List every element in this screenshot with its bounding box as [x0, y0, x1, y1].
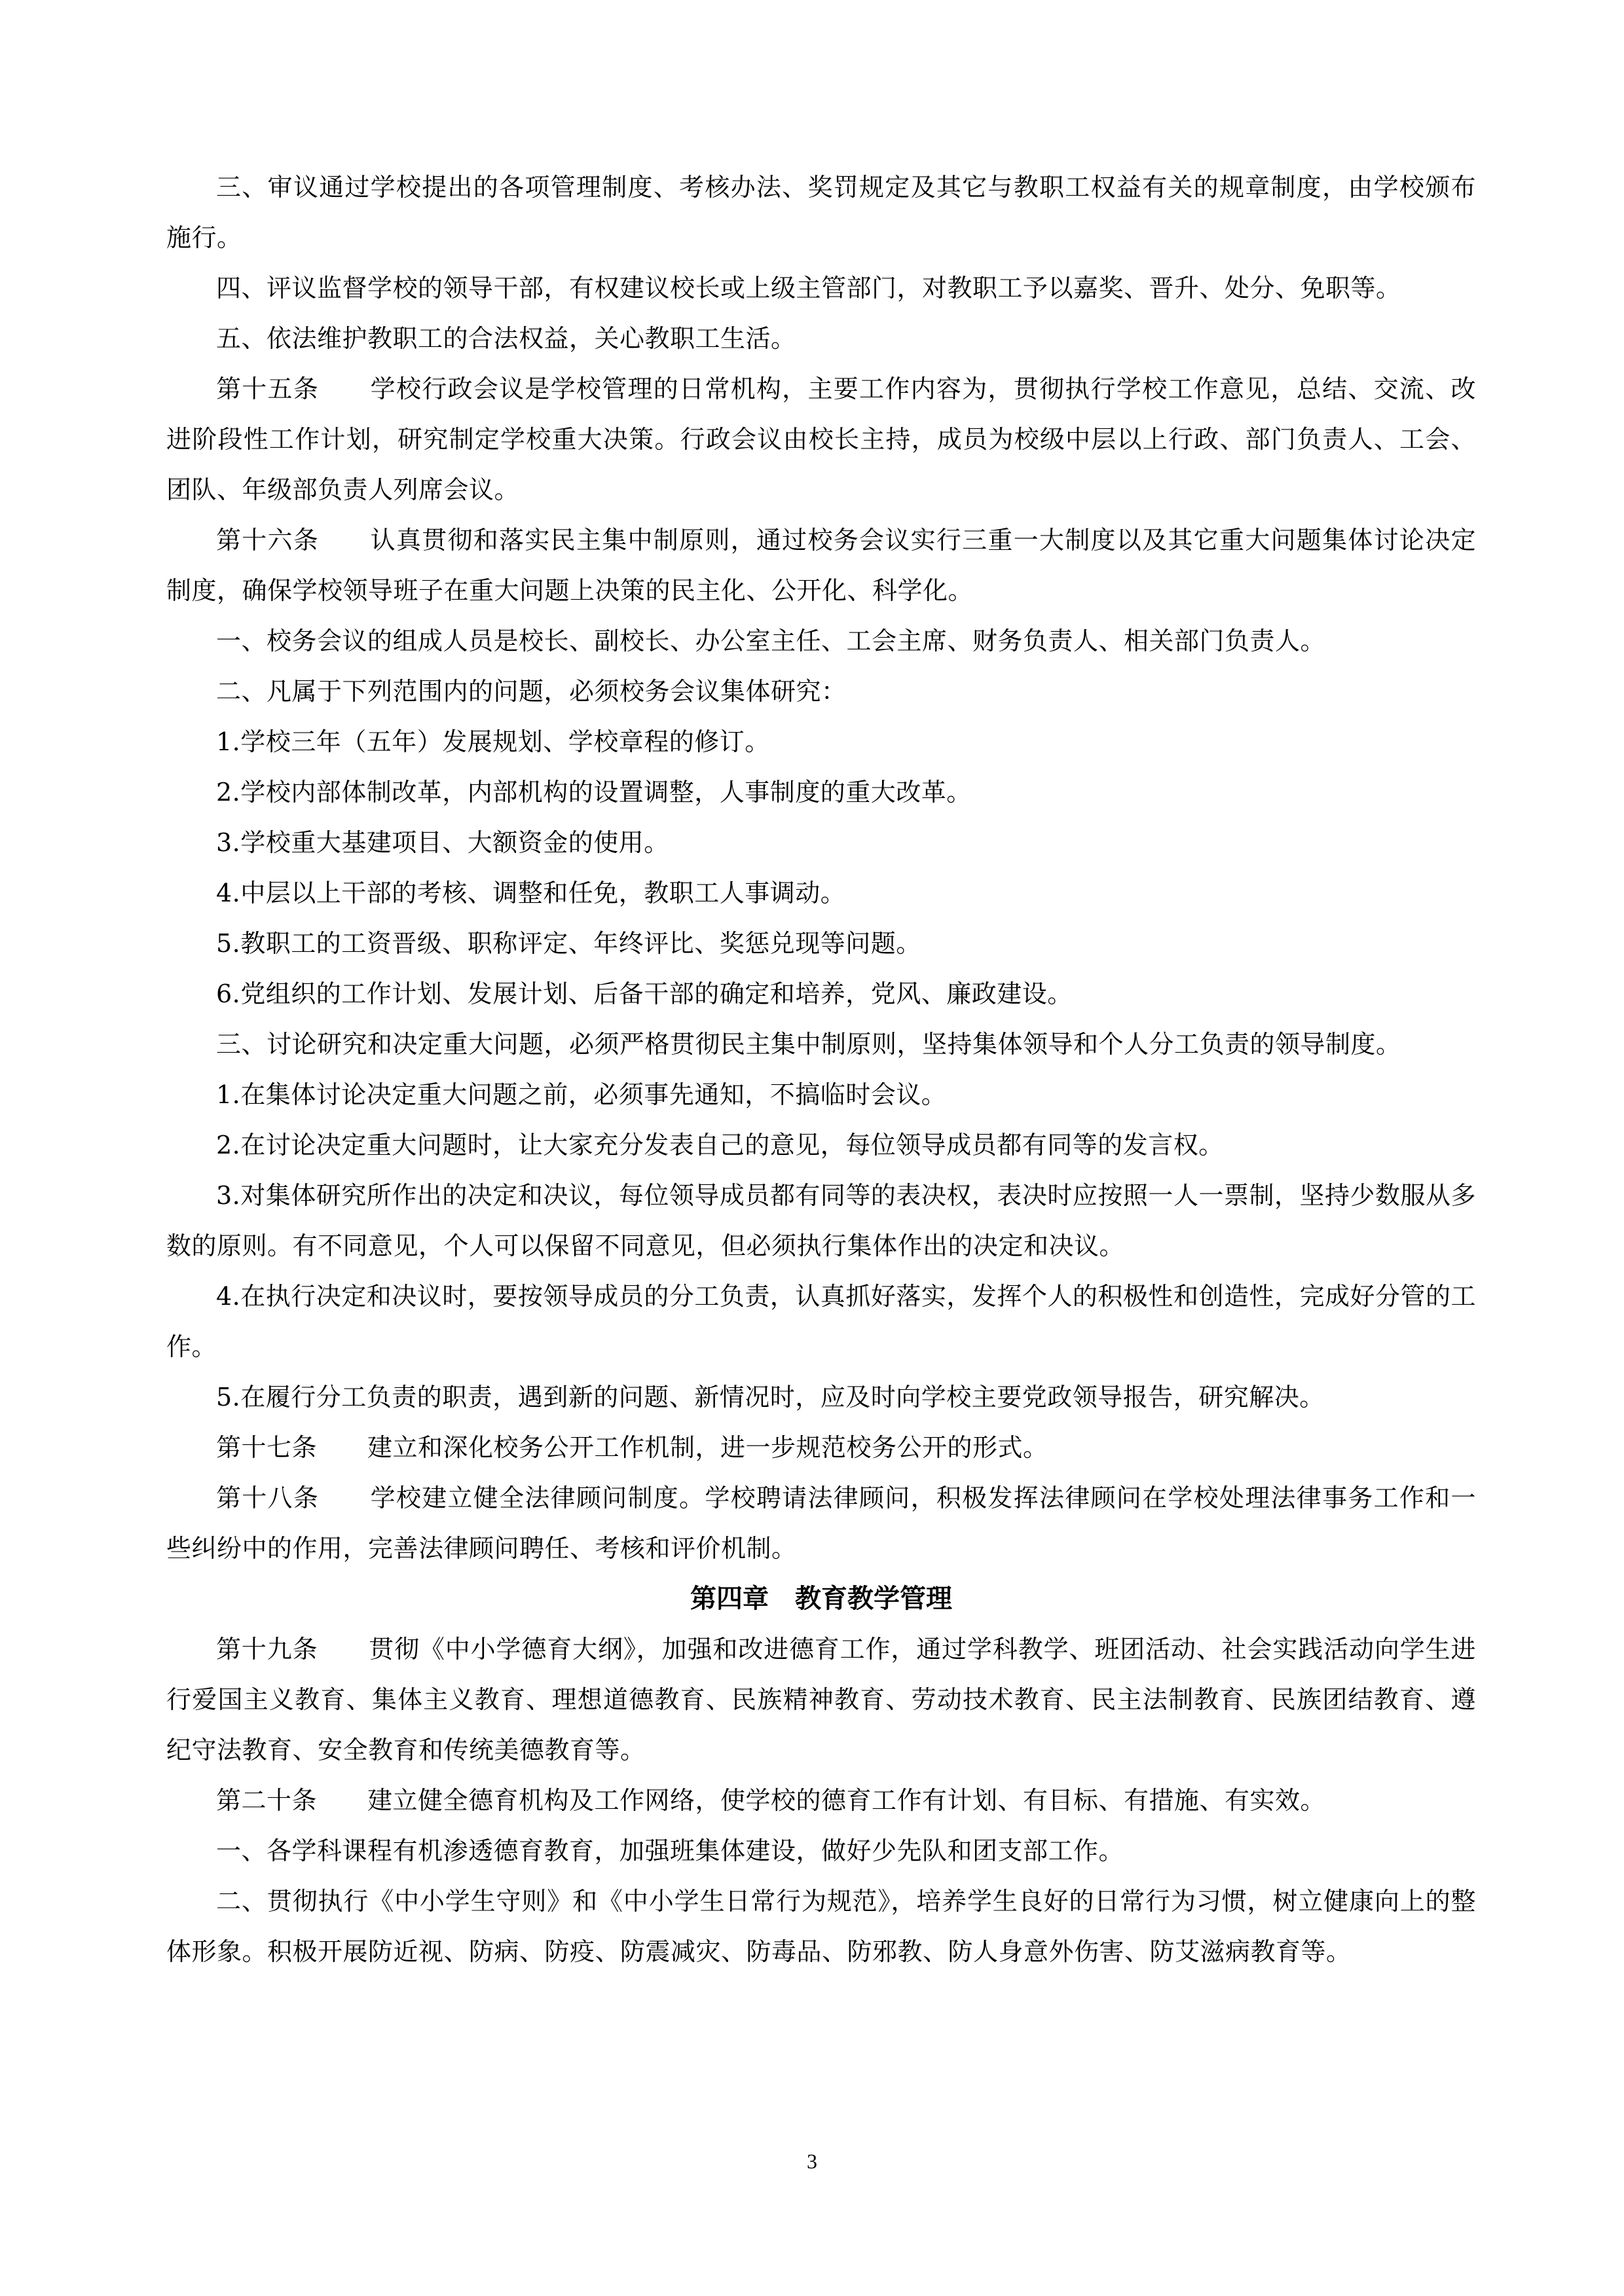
page-number: 3 — [807, 2149, 817, 2173]
article-paragraph: 第十五条 学校行政会议是学校管理的日常机构，主要工作内容为，贯彻执行学校工作意见，总结、交流、改进阶段性工作计划，研究制定学校重大决策。行政会议由校长主持，成员为校级中层以上行政、部门负责人、工会、团队、年级部负责人列席会议。 — [166, 374, 1476, 504]
list-item: 1.在集体讨论决定重大问题之前，必须事先通知，不搞临时会议。 — [216, 1080, 947, 1109]
article-paragraph: 第十八条 学校建立健全法律顾问制度。学校聘请法律顾问，积极发挥法律顾问在学校处理法律事务工作和一些纠纷中的作用，完善法律顾问聘任、考核和评价机制。 — [166, 1484, 1476, 1563]
paragraph: 一、校务会议的组成人员是校长、副校长、办公室主任、工会主席、财务负责人、相关部门负责人。 — [216, 627, 1326, 655]
paragraph: 一、各学科课程有机渗透德育教育，加强班集体建设，做好少先队和团支部工作。 — [216, 1836, 1124, 1865]
article-paragraph: 第十七条 建立和深化校务公开工作机制，进一步规范校务公开的形式。 — [216, 1433, 1048, 1462]
list-item: 4.中层以上干部的考核、调整和任免，教职工人事调动。 — [216, 879, 846, 907]
chapter-heading: 第四章 教育教学管理 — [690, 1584, 952, 1614]
list-item: 3.对集体研究所作出的决定和决议，每位领导成员都有同等的表决权，表决时应按照一人一票制，坚持少数服从多数的原则。有不同意见，个人可以保留不同意见，但必须执行集体作出的决定和决议。 — [166, 1181, 1476, 1260]
paragraph: 三、审议通过学校提出的各项管理制度、考核办法、奖罚规定及其它与教职工权益有关的规章制度，由学校颁布施行。 — [166, 173, 1476, 252]
paragraph: 二、凡属于下列范围内的问题，必须校务会议集体研究： — [216, 677, 847, 706]
paragraph: 三、讨论研究和决定重大问题，必须严格贯彻民主集中制原则，坚持集体领导和个人分工负责的领导制度。 — [216, 1030, 1401, 1059]
document-body — [166, 162, 1476, 1977]
article-paragraph: 第十六条 认真贯彻和落实民主集中制原则，通过校务会议实行三重一大制度以及其它重大问题集体讨论决定制度，确保学校领导班子在重大问题上决策的民主化、公开化、科学化。 — [166, 526, 1476, 605]
paragraph: 二、贯彻执行《中小学生守则》和《中小学生日常行为规范》，培养学生良好的日常行为习惯，树立健康向上的整体形象。积极开展防近视、防病、防疫、防震减灾、防毒品、防邪教、防人身意外伤害、防艾滋病教育等。 — [166, 1887, 1476, 1966]
list-item: 1.学校三年（五年）发展规划、学校章程的修订。 — [216, 727, 770, 756]
list-item: 3.学校重大基建项目、大额资金的使用。 — [216, 828, 669, 857]
list-item: 4.在执行决定和决议时，要按领导成员的分工负责，认真抓好落实，发挥个人的积极性和创造性，完成好分管的工作。 — [166, 1282, 1476, 1361]
list-item: 5.在履行分工负责的职责，遇到新的问题、新情况时，应及时向学校主要党政领导报告，研究解决。 — [216, 1383, 1325, 1412]
list-item: 2.在讨论决定重大问题时，让大家充分发表自己的意见，每位领导成员都有同等的发言权。 — [216, 1131, 1224, 1159]
list-item: 5.教职工的工资晋级、职称评定、年终评比、奖惩兑现等问题。 — [216, 929, 921, 958]
list-item: 2.学校内部体制改革，内部机构的设置调整，人事制度的重大改革。 — [216, 778, 972, 807]
paragraph: 五、依法维护教职工的合法权益，关心教职工生活。 — [216, 324, 796, 353]
list-item: 6.党组织的工作计划、发展计划、后备干部的确定和培养，党风、廉政建设。 — [216, 979, 1073, 1008]
paragraph: 四、评议监督学校的领导干部，有权建议校长或上级主管部门，对教职工予以嘉奖、晋升、处分、免职等。 — [216, 274, 1401, 302]
article-paragraph: 第二十条 建立健全德育机构及工作网络，使学校的德育工作有计划、有目标、有措施、有实效。 — [216, 1786, 1326, 1815]
article-paragraph: 第十九条 贯彻《中小学德育大纲》，加强和改进德育工作，通过学科教学、班团活动、社会实践活动向学生进行爱国主义教育、集体主义教育、理想道德教育、民族精神教育、劳动技术教育、民主法制教育、民族团结教育、遵纪守法教育、安全教育和传统美德教育等。 — [166, 1635, 1476, 1764]
